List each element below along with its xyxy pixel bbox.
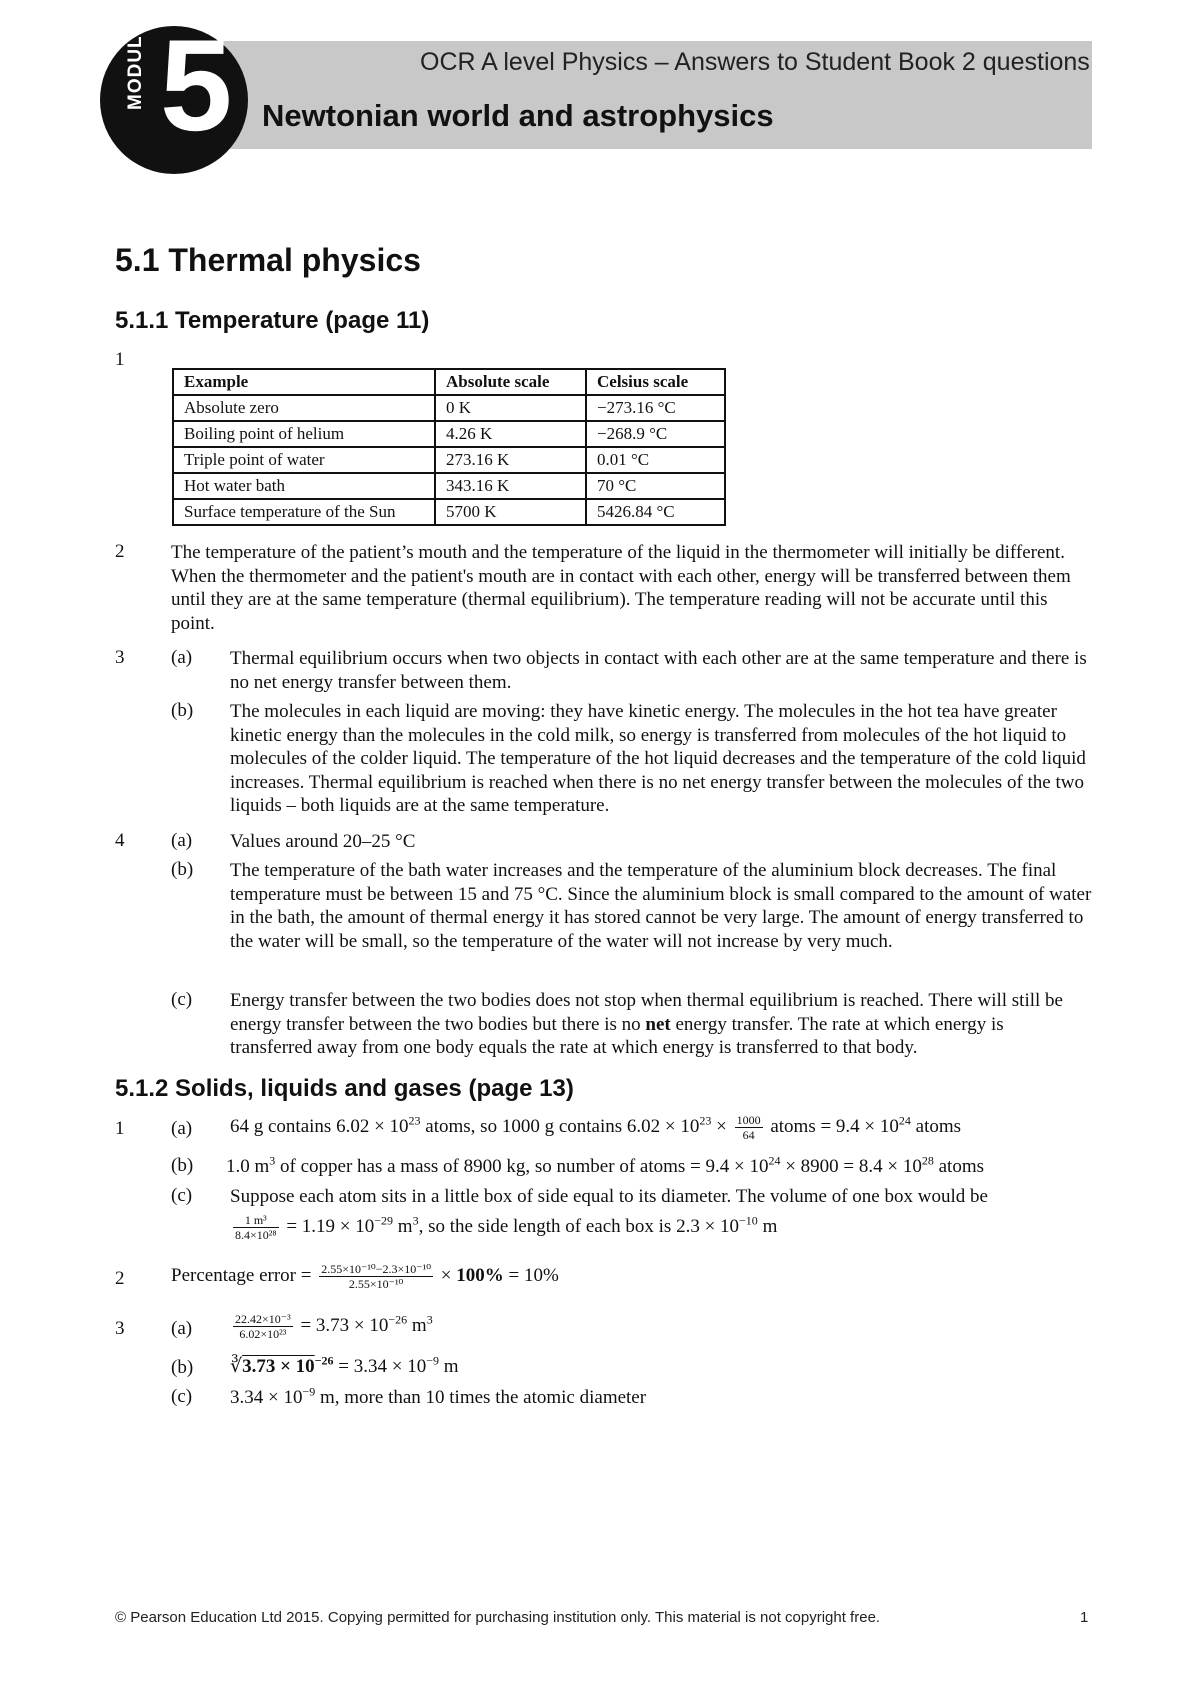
emphasis-text: net: [645, 1013, 671, 1035]
exponent: 3: [412, 1213, 419, 1228]
answer-text: Suppose each atom sits in a little box of side equal to its diameter. The volume of one box would be: [230, 1186, 988, 1207]
exponent: −9: [302, 1384, 316, 1399]
question-number: 4: [115, 830, 125, 851]
table-header-row: [173, 369, 725, 395]
text-run: atoms = 9.4 × 10: [765, 1116, 899, 1137]
question-number: 3: [115, 647, 125, 668]
part-label: (a): [171, 830, 193, 851]
text-run: = 1.19 × 10: [281, 1216, 375, 1237]
question-number: 1: [115, 1118, 125, 1139]
table-cell: 0 K: [435, 395, 586, 421]
answer-text: The temperature of the bath water increases and the temperature of the aluminium block decreases. The final temperature must be between 15 and 75 °C. Since the aluminium block is small compared to the amount of water in the bath, the amount of thermal energy it has stored cannot be very large. The amount of energy transferred to the water will be small, so the temperature of the water will not increase by very much.: [230, 860, 1092, 952]
part-label: (b): [171, 700, 194, 721]
text-run: 1.0 m: [226, 1156, 270, 1177]
part-label: (b): [171, 1155, 194, 1176]
answer-text: [230, 989, 1090, 1060]
emphasis-text: 100%: [456, 1265, 504, 1286]
text-run: of copper has a mass of 8900 kg, so number of atoms = 9.4 × 10: [275, 1156, 769, 1177]
answer-text: Thermal equilibrium occurs when two objects in contact with each other are at the same temperature and there is no net energy transfer between them.: [230, 648, 1087, 693]
answer-text: [230, 1210, 1090, 1244]
text-run: = 3.34 × 10: [333, 1356, 427, 1377]
subsection-heading-solids: 5.1.2 Solids, liquids and gases (page 13): [115, 1075, 574, 1102]
table-cell: 4.26 K: [435, 421, 586, 447]
table-row: [173, 395, 725, 421]
answer-text: [230, 1355, 1090, 1379]
fraction: [233, 1213, 279, 1242]
exponent: −9: [426, 1353, 439, 1368]
fraction: [319, 1262, 433, 1291]
header-title: Newtonian world and astrophysics: [262, 98, 774, 133]
table-cell: 5700 K: [435, 499, 586, 525]
table-cell: Hot water bath: [173, 473, 435, 499]
text-run: 3.34 × 10: [230, 1387, 303, 1408]
question-number: 2: [115, 541, 125, 562]
part-label: (a): [171, 1318, 193, 1339]
fraction-denominator: 6.02×10²³: [239, 1327, 287, 1342]
text-run: m: [757, 1216, 778, 1237]
answer-text: [230, 1308, 1090, 1344]
table-cell: Absolute zero: [173, 395, 435, 421]
text-run: Percentage error =: [171, 1265, 317, 1286]
table-header: Celsius scale: [586, 369, 725, 395]
part-label: (c): [171, 1185, 193, 1206]
temperature-table: [172, 368, 726, 526]
table-cell: Surface temperature of the Sun: [173, 499, 435, 525]
table-row: [173, 421, 725, 447]
text-run: m, more than 10 times the atomic diameter: [315, 1387, 647, 1408]
question-number: 2: [115, 1268, 125, 1289]
exponent: −29: [374, 1213, 394, 1228]
emphasis-text: 3.73 × 10: [242, 1356, 315, 1377]
table-cell: 273.16 K: [435, 447, 586, 473]
part-label: (a): [171, 1118, 193, 1139]
text-run: atoms: [933, 1156, 985, 1177]
text-run: atoms, so 1000 g contains 6.02 × 10: [420, 1116, 700, 1137]
text-run: energy transfer. The rate at which energy is transferred away from one body equals the rate at which energy is transferred to that body.: [230, 1013, 1004, 1058]
footer-copyright: © Pearson Education Ltd 2015. Copying permitted for purchasing institution only. This material is not copyright free.: [115, 1609, 881, 1626]
text-run: m: [393, 1216, 413, 1237]
text-run: 64 g contains 6.02 × 10: [230, 1116, 409, 1137]
answer-text: [226, 1155, 1096, 1179]
answer-text: Values around 20–25 °C: [230, 831, 416, 852]
fraction-numerator: 22.42×10⁻³: [235, 1312, 291, 1327]
part-label: (a): [171, 647, 193, 668]
header-subtitle: OCR A level Physics – Answers to Student Book 2 questions: [420, 48, 1090, 76]
part-label: (c): [171, 1386, 193, 1407]
table-header: Absolute scale: [435, 369, 586, 395]
section-title: 5.1 Thermal physics: [115, 242, 421, 278]
table-cell: −273.16 °C: [586, 395, 725, 421]
module-badge-number: 5: [160, 12, 233, 158]
text-run: , so the side length of each box is 2.3 × 10: [418, 1216, 740, 1237]
module-badge-word: MODULE: [125, 21, 146, 110]
table-cell: 343.16 K: [435, 473, 586, 499]
fraction: [233, 1312, 293, 1341]
exponent: 3: [269, 1153, 276, 1168]
exponent: 24: [898, 1113, 911, 1128]
answer-text: The temperature of the patient’s mouth and the temperature of the liquid in the thermometer will initially be different. When the thermometer and the patient's mouth are in contact with each other, energy will be transferred between them until they are at the same temperature (thermal equilibrium). The temperature reading will not be accurate until this point.: [171, 542, 1071, 634]
exponent: −26: [314, 1353, 334, 1368]
exponent: 23: [408, 1113, 421, 1128]
question-number: 3: [115, 1318, 125, 1339]
cube-root-sign: ∛: [230, 1356, 243, 1377]
fraction-denominator: 2.55×10⁻¹⁰: [348, 1277, 404, 1292]
text-run: atoms: [910, 1116, 962, 1137]
table-cell: 5426.84 °C: [586, 499, 725, 525]
exponent: 3: [426, 1312, 433, 1327]
exponent: −10: [739, 1213, 758, 1228]
exponent: 28: [921, 1153, 934, 1168]
exponent: 23: [699, 1113, 712, 1128]
fraction: [735, 1113, 763, 1142]
fraction-denominator: 64: [742, 1128, 755, 1143]
text-run: = 10%: [503, 1265, 559, 1286]
page-number: 1: [1080, 1609, 1089, 1626]
question-number: 1: [115, 349, 125, 370]
answer-text: [230, 1386, 1090, 1410]
answer-text: [230, 1112, 1090, 1142]
table-cell: Triple point of water: [173, 447, 435, 473]
table-cell: Boiling point of helium: [173, 421, 435, 447]
table-row: [173, 447, 725, 473]
text-run: m: [407, 1315, 427, 1336]
text-run: ×: [711, 1116, 732, 1137]
text-run: × 8900 = 8.4 × 10: [780, 1156, 922, 1177]
answer-text: The molecules in each liquid are moving: they have kinetic energy. The molecules in the hot tea have greater kinetic energy than the molecules in the cold milk, so energy is transferred from molecules of the hot liquid to molecules of the colder liquid. The temperature of the hot liquid decreases and the temperature of the cold liquid increases. Thermal equilibrium is reached when there is no net energy transfer between the molecules of the two liquids – both liquids are at the same temperature.: [230, 701, 1086, 816]
table-header: Example: [173, 369, 435, 395]
subsection-heading-temperature: 5.1.1 Temperature (page 11): [115, 307, 430, 334]
fraction-numerator: 1 m³: [233, 1213, 279, 1228]
fraction-numerator: 2.55×10⁻¹⁰−2.3×10⁻¹⁰: [321, 1262, 432, 1277]
text-run: = 3.73 × 10: [295, 1315, 389, 1336]
table-cell: 0.01 °C: [586, 447, 725, 473]
table-cell: 70 °C: [586, 473, 725, 499]
text-run: m: [439, 1356, 459, 1377]
table-cell: −268.9 °C: [586, 421, 725, 447]
fraction-numerator: 1000: [736, 1113, 761, 1128]
exponent: 24: [768, 1153, 781, 1168]
table-row: [173, 473, 725, 499]
part-label: (b): [171, 1357, 194, 1378]
exponent: −26: [388, 1312, 408, 1327]
text-run: Energy transfer between the two bodies does not stop when thermal equilibrium is reached. There will still be energy transfer between the two bodies but there is no: [230, 990, 1063, 1035]
table-row: [173, 499, 725, 525]
fraction-denominator: 8.4×10²⁸: [235, 1228, 277, 1243]
part-label: (c): [171, 989, 193, 1010]
answer-text: [171, 1258, 1071, 1294]
text-run: ×: [436, 1265, 457, 1286]
part-label: (b): [171, 859, 194, 880]
